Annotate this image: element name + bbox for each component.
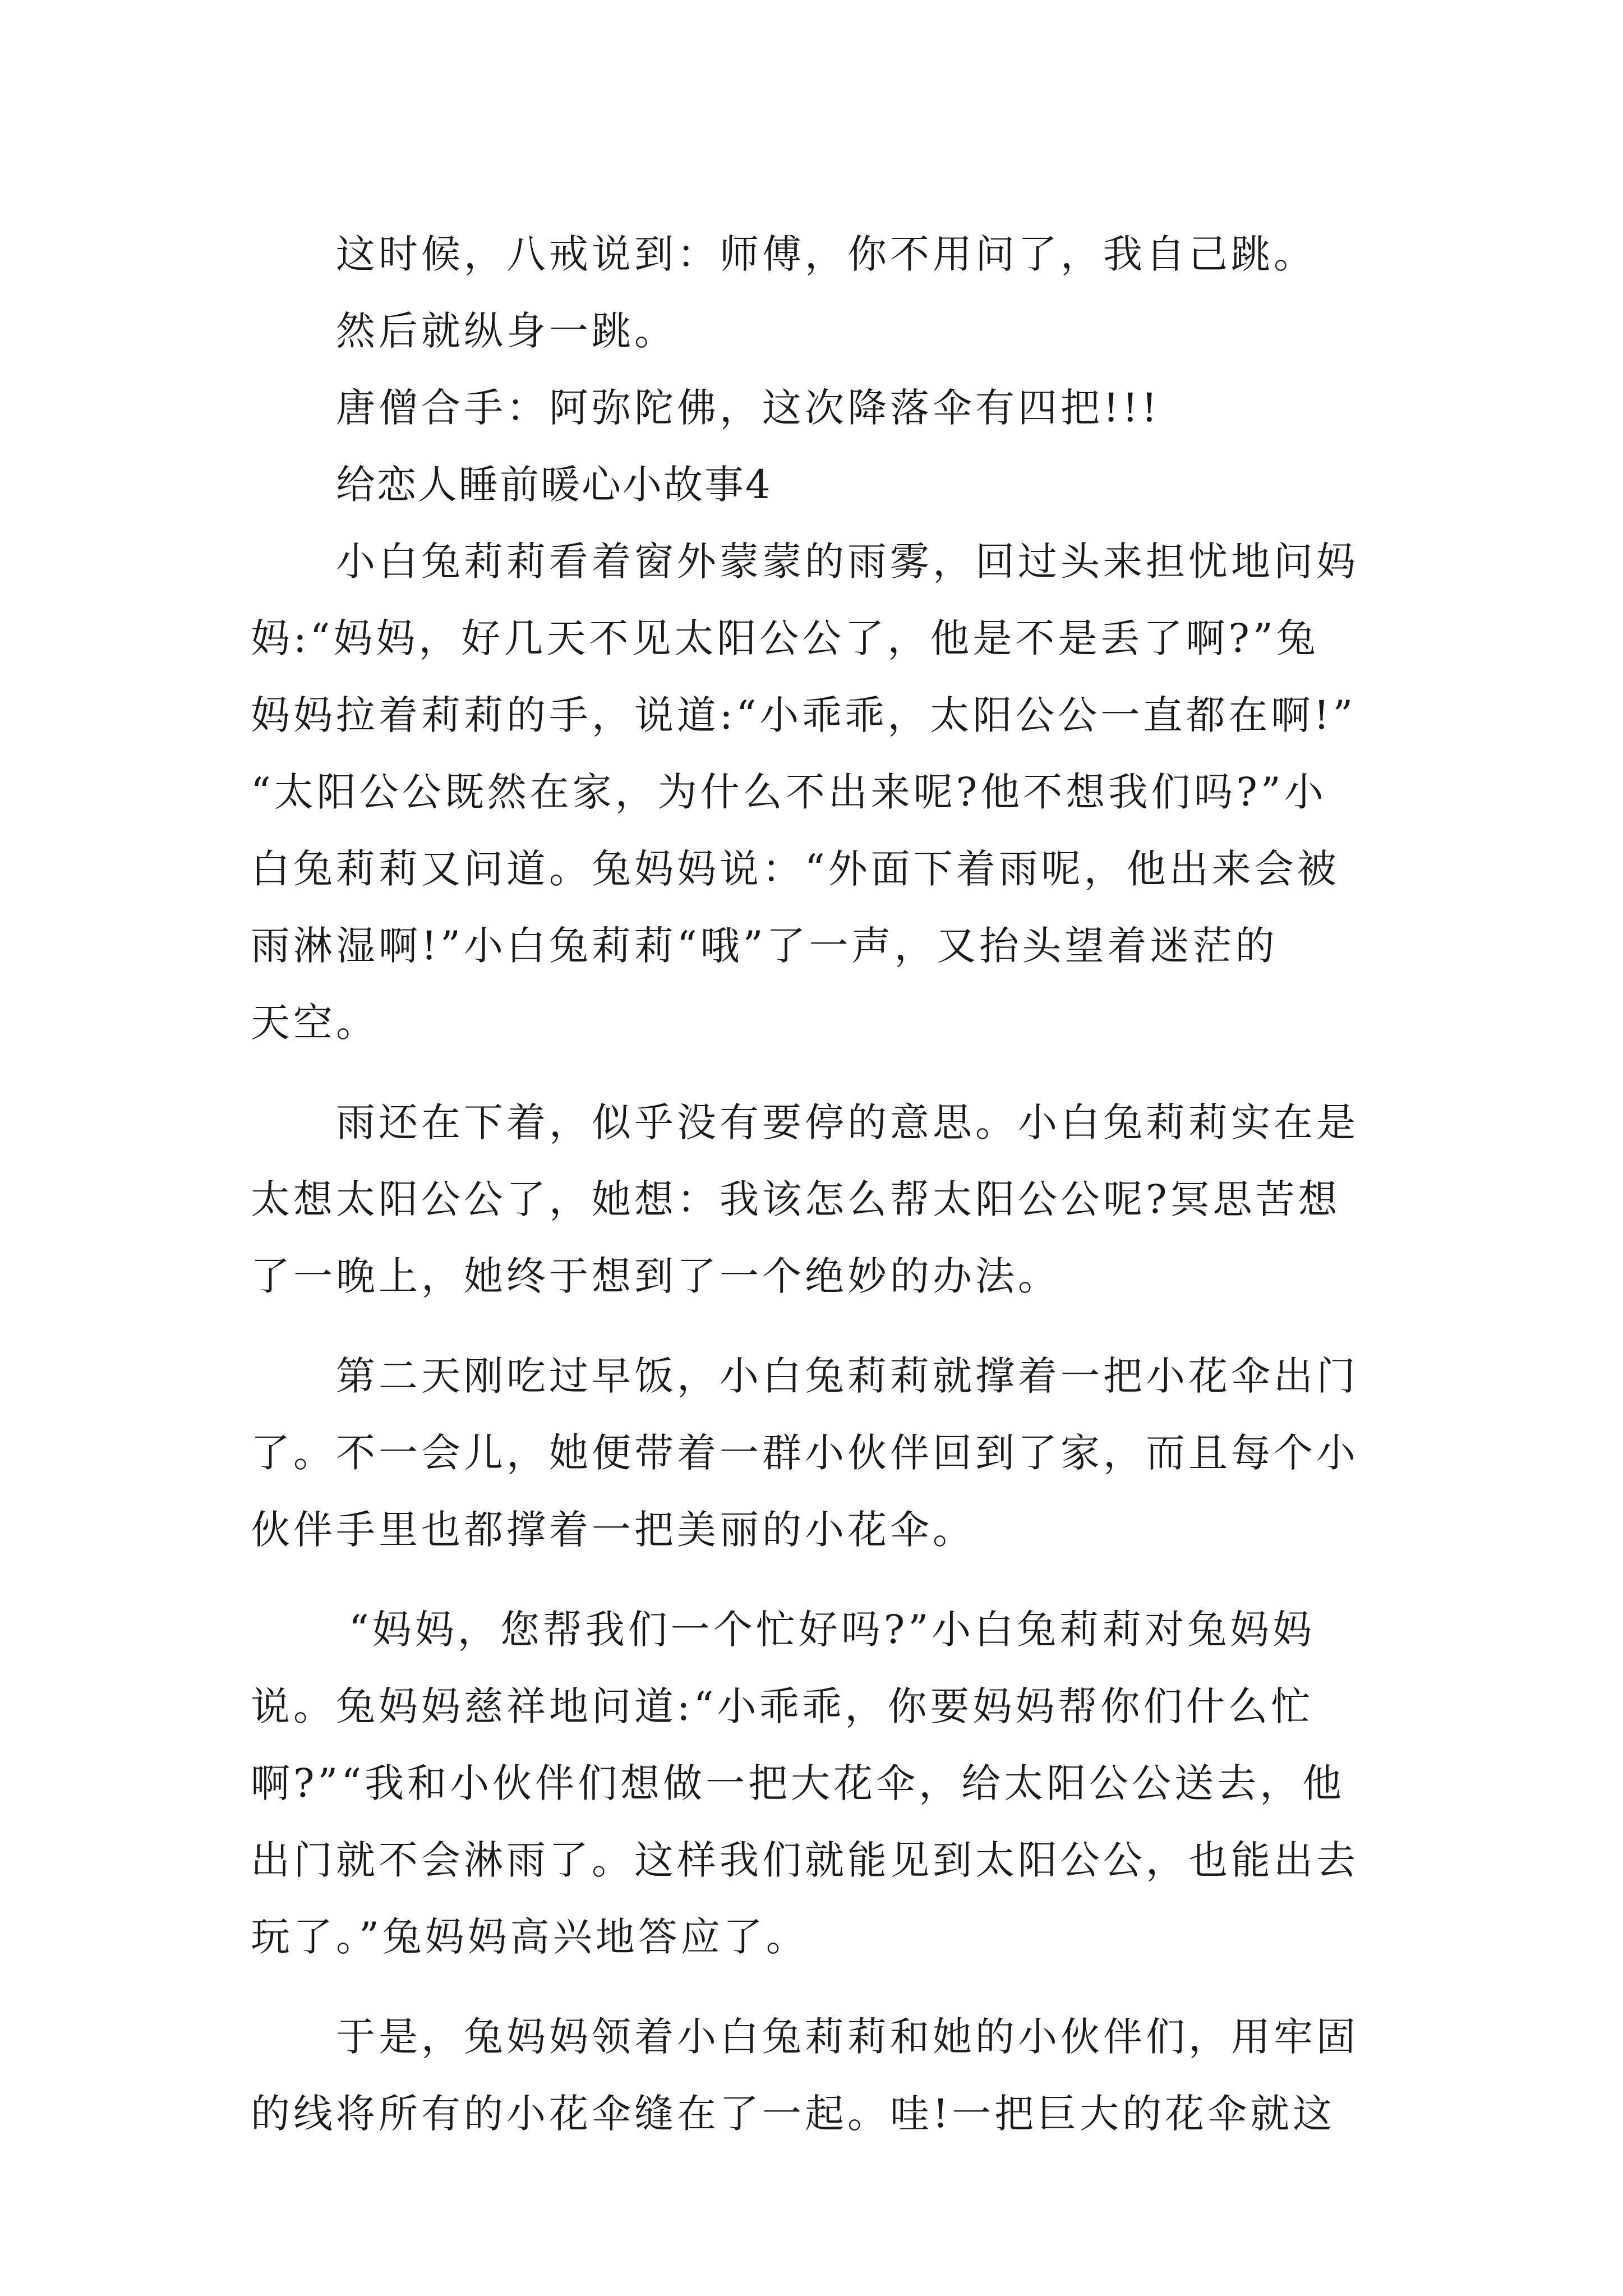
- text-line: 小白兔莉莉看着窗外蒙蒙的雨雾，回过头来担忧地问妈: [336, 539, 1359, 585]
- text-line: 说。兔妈妈慈祥地问道:“小乖乖，你要妈妈帮你们什么忙: [251, 1683, 1314, 1729]
- text-line: 出门就不会淋雨了。这样我们就能见到太阳公公，也能出去: [251, 1837, 1359, 1883]
- text-line: 唐僧合手：阿弥陀佛，这次降落伞有四把!!!: [336, 385, 1161, 431]
- text-line: 雨还在下着，似乎没有要停的意思。小白兔莉莉实在是: [336, 1099, 1359, 1145]
- section-heading: 给恋人睡前暖心小故事4: [336, 462, 772, 508]
- text-line: 雨淋湿啊!”小白兔莉莉“哦”了一声，又抬头望着迷茫的: [251, 923, 1278, 969]
- text-line: 然后就纵身一跳。: [336, 308, 677, 354]
- document-body: [251, 216, 1378, 2152]
- text-line: 的线将所有的小花伞缝在了一起。哇!一把巨大的花伞就这: [251, 2091, 1336, 2137]
- text-line: 天空。: [251, 1000, 379, 1046]
- text-line: “妈妈，您帮我们一个忙好吗?”小白兔莉莉对兔妈妈: [349, 1607, 1316, 1653]
- text-line: 白兔莉莉又问道。兔妈妈说：“外面下着雨呢，他出来会被: [251, 846, 1340, 892]
- text-line: 了。不一会儿，她便带着一群小伙伴回到了家，而且每个小: [251, 1430, 1359, 1476]
- text-line: 第二天刚吃过早饭，小白兔莉莉就撑着一把小花伞出门: [336, 1353, 1359, 1399]
- text-line: 妈:“妈妈，好几天不见太阳公公了，他是不是丢了啊?”兔: [251, 615, 1319, 661]
- text-line: 伙伴手里也都撑着一把美丽的小花伞。: [251, 1507, 975, 1553]
- text-line: 啊?”“我和小伙伴们想做一把大花伞，给太阳公公送去，他: [251, 1760, 1345, 1806]
- text-line: 这时候，八戒说到：师傅，你不用问了，我自己跳。: [336, 231, 1316, 277]
- text-line: “太阳公公既然在家，为什么不出来呢?他不想我们吗?”小: [251, 769, 1327, 815]
- text-line: 于是，兔妈妈领着小白兔莉莉和她的小伙伴们，用牢固: [336, 2014, 1359, 2060]
- text-line: 了一晚上，她终于想到了一个绝妙的办法。: [251, 1253, 1061, 1299]
- text-line: 妈妈拉着莉莉的手，说道:“小乖乖，太阳公公一直都在啊!”: [251, 692, 1357, 738]
- text-line: 玩了。”兔妈妈高兴地答应了。: [251, 1914, 809, 1960]
- text-line: 太想太阳公公了，她想：我该怎么帮太阳公公呢?冥思苦想: [251, 1176, 1341, 1222]
